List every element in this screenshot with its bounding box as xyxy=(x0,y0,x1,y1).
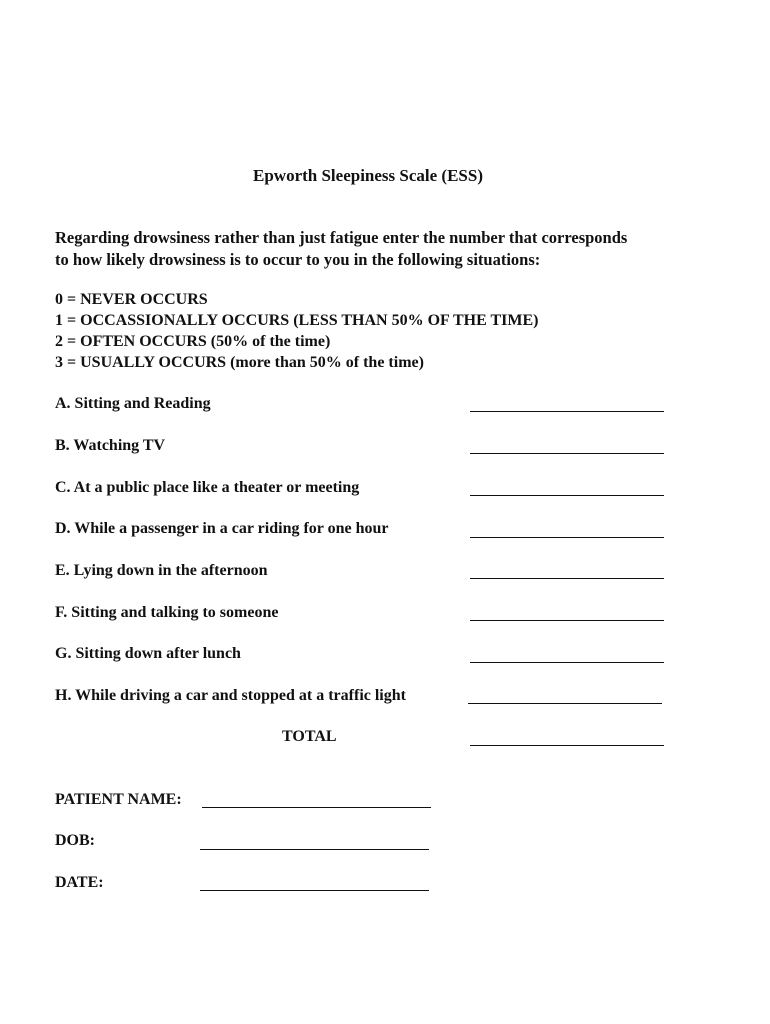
intro-line-2: to how likely drowsiness is to occur to you in the following situations: xyxy=(55,250,541,269)
item-d-answer-blank[interactable] xyxy=(470,537,664,538)
item-c-label: C. At a public place like a theater or meeting xyxy=(55,479,360,496)
scale-3: 3 = USUALLY OCCURS (more than 50% of the time) xyxy=(55,354,424,371)
dob-label: DOB: xyxy=(55,832,95,849)
item-g-answer-blank[interactable] xyxy=(470,662,664,663)
scale-0: 0 = NEVER OCCURS xyxy=(55,291,208,308)
item-f-answer-blank[interactable] xyxy=(470,620,664,621)
page-title: Epworth Sleepiness Scale (ESS) xyxy=(253,166,483,185)
date-label: DATE: xyxy=(55,874,104,891)
dob-blank[interactable] xyxy=(200,849,429,850)
intro-line-1: Regarding drowsiness rather than just fatigue enter the number that corresponds xyxy=(55,228,628,247)
item-h-answer-blank[interactable] xyxy=(468,703,662,704)
total-answer-blank[interactable] xyxy=(470,745,664,746)
item-a-label: A. Sitting and Reading xyxy=(55,395,211,412)
patient-name-label: PATIENT NAME: xyxy=(55,791,182,808)
item-c-answer-blank[interactable] xyxy=(470,495,664,496)
item-e-answer-blank[interactable] xyxy=(470,578,664,579)
scale-2: 2 = OFTEN OCCURS (50% of the time) xyxy=(55,333,331,350)
item-a-answer-blank[interactable] xyxy=(470,411,664,412)
item-h-label: H. While driving a car and stopped at a traffic light xyxy=(55,687,406,704)
item-b-label: B. Watching TV xyxy=(55,437,166,454)
item-d-label: D. While a passenger in a car riding for one hour xyxy=(55,520,389,537)
patient-name-blank[interactable] xyxy=(202,807,431,808)
date-blank[interactable] xyxy=(200,890,429,891)
total-label: TOTAL xyxy=(282,728,337,745)
item-g-label: G. Sitting down after lunch xyxy=(55,645,241,662)
item-f-label: F. Sitting and talking to someone xyxy=(55,604,279,621)
item-e-label: E. Lying down in the afternoon xyxy=(55,562,268,579)
item-b-answer-blank[interactable] xyxy=(470,453,664,454)
scale-1: 1 = OCCASSIONALLY OCCURS (LESS THAN 50% OF THE TIME) xyxy=(55,312,539,329)
